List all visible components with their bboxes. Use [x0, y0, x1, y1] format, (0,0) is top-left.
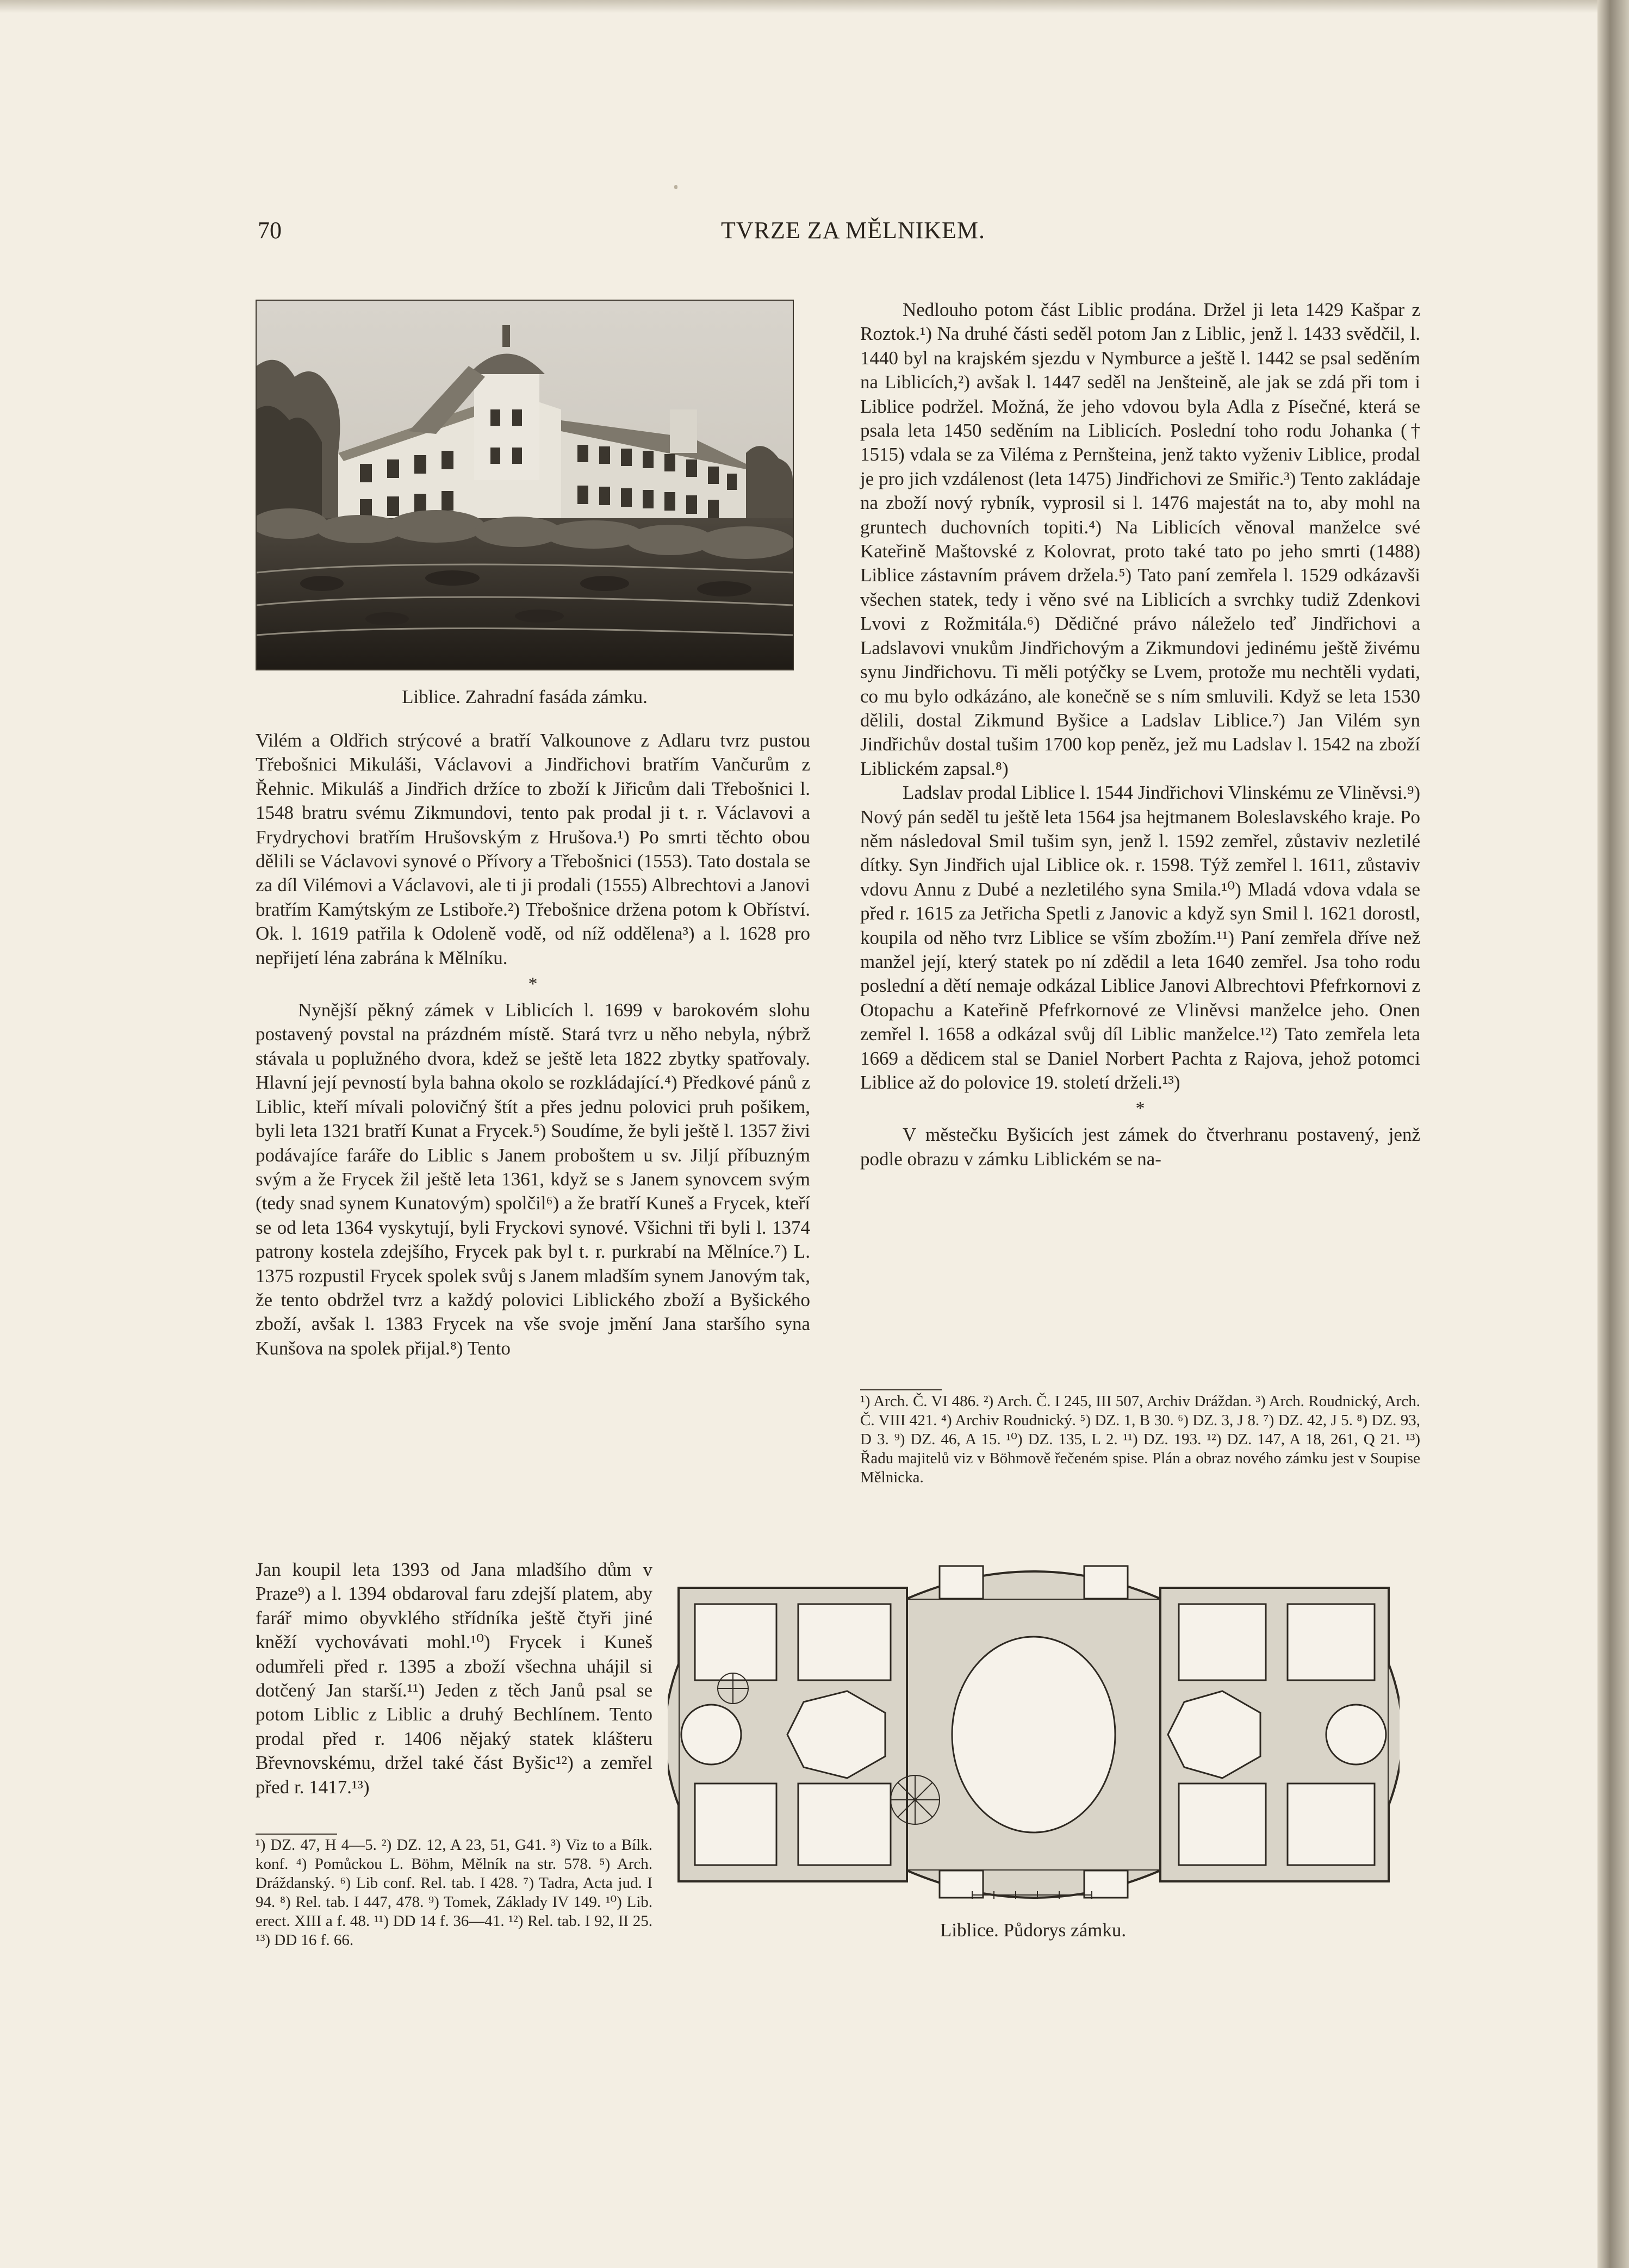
paragraph-liblice-chateau: Nynější pěkný zámek v Liblicích l. 1699 v barokovém slohu postavený povstal na prázdném místě. Stará tvrz u něho nebyla, nýbrž stávala u poplužného dvora, kdež se ještě leta 1822 zbytky spatřovaly. Hlavní její pevností byla bahna okolo se rozkládající.⁴) Předkové pánů z Liblic, kteří mívali polovičný štít a přes jednu polovici pruh pošikem, byli leta 1321 bratří Kunat a Frycek.⁵) Soudíme, že byli ještě l. 1357 živi podávajíce faráře do Liblic s Janem proboštem u sv. Jiljí příbuzným svým a že Frycek žil ještě leta 1361, když se s Janem synovcem svým (tedy snad synem Kunatovým) spolčil⁶) a že bratří Kuneš a Frycek, kteří se od leta 1364 vyskytují, byli Fryckovi synové. Všichni tři byli l. 1374 patrony kostela zdejšího, Frycek pak byl t. r. purkrabí na Mělníce.⁷) L. 1375 rozpustil Frycek spolek svůj s Janem mladším synem Janovým tak, že tento obdržel tvrz a každý polovici Liblického zboží a Byšického zboží, avšak l. 1383 Frycek na vše svoje jmění Jana staršího syna Kunšova na spolek přijal.⁸) Tento: [256, 999, 810, 1359]
paragraph-vlinsky: Ladslav prodal Liblice l. 1544 Jindřichovi Vlinskému ze Vliněvsi.⁹) Nový pán seděl tu ještě leta 1564 jsa hejtmanem Boleslavského kraje. Po něm následoval Smil tušim syn, jenž l. 1592 zemřel, zůstaviv nezletilé dítky. Syn Jindřich ujal Liblice ok. r. 1598. Týž zemřel l. 1611, zůstaviv vdovu Annu z Dubé a nezletilého syna Smila.¹⁰) Mladá vdova vdala se před r. 1615 za Jetřicha Spetli z Janovic a když syn Smil l. 1621 dorostl, koupila od něho tvrz Liblice se vším zbožím.¹¹) Paní zemřela dříve než manžel její, který statek po ní zdědil a leta 1640 zemřel. Jsa toho rodu poslední a dětí nemaje odkázal Liblice Janovi Albrechtovi Pfefrkornovi z Otopachu a Kateřině Pfefrkornové ze Vliněvsi manželce jeho. Onen zemřel l. 1658 a odkázal svůj díl Liblic manželce.¹²) Tato zemřela leta 1669 a dědicem stal se Daniel Norbert Pachta z Rajova, jehož potomci Liblice až do polovice 19. století drželi.¹³): [860, 782, 1420, 1093]
left-footnotes: ¹) DZ. 47, H 4—5. ²) DZ. 12, A 23, 51, G41. ³) Viz to a Bílk. konf. ⁴) Pomůckou L. Böhm, Mělník na str. 578. ⁵) Arch. Dráždanský. ⁶) Lib conf. Rel. tab. I 428. ⁷) Tadra, Acta jud. I 94. ⁸) Rel. tab. I 447, 478. ⁹) Tomek, Základy IV 149. ¹⁰) Lib. erect. XIII a f. 48. ¹¹) DD 14 f. 36—41. ¹²) Rel. tab. I 92, II 25. ¹³) DD 16 f. 66.: [256, 1836, 652, 1949]
page-top-edge: [0, 0, 1629, 13]
running-header: [258, 216, 1448, 249]
floor-plan: [668, 1555, 1400, 1901]
chateau-photo-drawing: [257, 301, 793, 669]
chateau-photo: [256, 300, 794, 670]
page-number: 70: [258, 217, 282, 244]
left-column-narrow: [256, 1558, 652, 1799]
right-footnote-rule: [860, 1389, 942, 1390]
print-speck: [674, 185, 677, 189]
floor-plan-drawing: [668, 1555, 1400, 1901]
paragraph-jan-starsi: Jan koupil leta 1393 od Jana mladšího dům v Praze⁹) a l. 1394 obdaroval faru zdejší platem, aby farář mimo obyvklého střídníka ještě čtyři jiné kněží vychovávati mohl.¹⁰) Frycek i Kuneš odumřeli před r. 1395 a zboží všechna uhájil si dotčený Jan starší.¹¹) Jeden z těch Janů psal se potom Liblic z Liblic a druhý Bechlínem. Tento prodal před r. 1406 nějaký statek klášteru Břevnovskému, držel také část Byšic¹²) a zemřel před r. 1417.¹³): [256, 1559, 652, 1798]
book-spine-edge: [1597, 0, 1629, 2268]
plan-caption: Liblice. Půdorys zámku.: [940, 1919, 1127, 1941]
left-column-upper: [256, 729, 810, 1360]
paragraph-trebosnice: Vilém a Oldřich strýcové a bratří Valkounove z Adlaru tvrz pustou Třebošnici Mikuláši, Václavovi a Jindřichovi bratřím Vančurům z Řehnic. Mikuláš a Jindřich držíce to zboží k Jiřicům dali Třebošnici l. 1548 bratru svému Zikmundovi, tento pak prodal ji t. r. Václavovi a Frydrychovi bratřím Hrušovským z Hrušova.¹) Po smrti těchto obou dělili se Václavovi synové o Přívory a Třebošnici (1553). Tato dostala se za díl Vilémovi a Václavovi, ale ti ji prodali (1555) Albrechtovi a Janovi bratřím Kamýtským ze Lstiboře.²) Třebošnice držena potom k Obříství. Ok. l. 1619 patřila k Odoleně vodě, od níž oddělena³) a l. 1628 pro nepřijetí léna zabrána k Mělníku.: [256, 730, 810, 968]
paragraph-liblice-owners: Nedlouho potom část Liblic prodána. Držel ji leta 1429 Kašpar z Roztok.¹) Na druhé části seděl potom Jan z Liblic, jenž l. 1433 svědčil, l. 1440 byl na krajském sjezdu v Nymburce a ještě l. 1442 se psal seděním na Liblicích,²) avšak l. 1447 seděl na Jenšteině, ale jak se zdá při tom i Liblice podržel. Možná, že jeho vdovou byla Adla z Písečné, která se psala leta 1450 seděním na Liblicích. Poslední toho rodu Johanka († 1515) vdala se za Viléma z Pernšteina, jenž takto vyženiv Liblice, prodal je pro jich vzdálenost (leta 1475) Jindřichovi ze Smiřic.³) Tento zakládaje na zboží nový rybník, vyprosil si l. 1476 majestát na to, aby mohl na gruntech duchovních topiti.⁴) Na Liblicích věnoval manželce své Kateřině Maštovské z Kolovrat, proto také tato po jeho smrti (1488) Liblice zástavním právem držela.⁵) Tato paní zemřela l. 1529 odkázavši všechen statek, tedy i věno své na Liblicích a svrchky tudiž Zdenkovi Lvovi z Rožmitála.⁶) Dědičné právo náleželo teď Jindřichovi a Ladslavovi vnukům Jindřichovým a Zikmundovi jedinému ještě živému synu Jindřichovu. Ti měli potýčky se Lvem, protože mu nechtěli vydati, co mu bylo odkázáno, ale konečně se s ním smluvili. Když se leta 1530 dělili, dostal Zikmund Byšice a Ladslav Liblice.⁷) Jan Vilém syn Jindřichův dostal tušim 1700 kop peněz, jež mu Ladslav l. 1542 na zboží Liblickém zapsal.⁸): [860, 299, 1420, 779]
right-column: [860, 298, 1420, 1171]
left-footnote-rule: [256, 1834, 337, 1835]
photo-caption: Liblice. Zahradní fasáda zámku.: [402, 686, 648, 707]
running-title: TVRZE ZA MĚLNIKEM.: [721, 217, 986, 244]
paragraph-bysice: V městečku Byšicích jest zámek do čtverhranu postavený, jenž podle obrazu v zámku Liblickém se na-: [860, 1124, 1420, 1170]
section-star: *: [528, 974, 538, 995]
right-footnotes: ¹) Arch. Č. VI 486. ²) Arch. Č. I 245, III 507, Archiv Dráždan. ³) Arch. Roudnický, Arch. Č. VIII 421. ⁴) Archiv Roudnický. ⁵) DZ. 1, B 30. ⁶) DZ. 3, J 8. ⁷) DZ. 42, J 5. ⁸) DZ. 93, D 3. ⁹) DZ. 46, A 15. ¹⁰) DZ. 135, L 2. ¹¹) DZ. 193. ¹²) DZ. 147, A 18, 261, Q 21. ¹³) Řadu majitelů viz v Böhmově řečeném spise. Plán a obraz nového zámku jest v Soupise Mělnicka.: [860, 1393, 1420, 1486]
section-star-right: *: [1135, 1098, 1145, 1119]
